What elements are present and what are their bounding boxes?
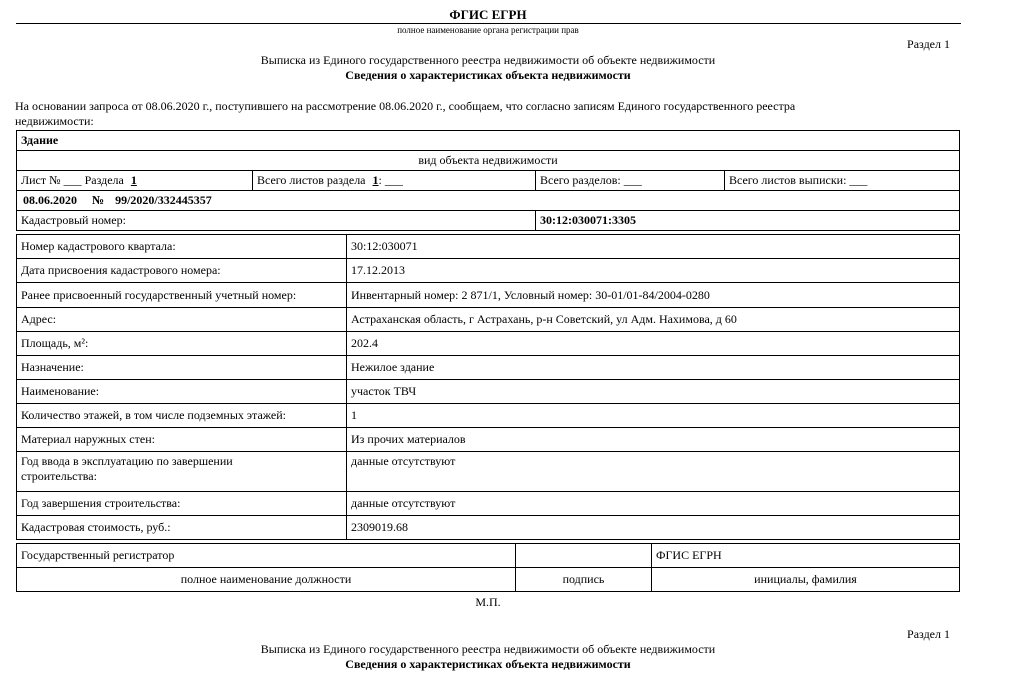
property-value: данные отсутствуют [347,492,960,516]
property-label: Год завершения строительства: [17,492,347,516]
property-value: участок ТВЧ [347,380,960,404]
sheet-number-cell [17,171,253,191]
property-label: Площадь, м²: [17,332,347,356]
total-sheets-section-value: 1 [372,173,379,187]
sheet-section-value: 1 [130,173,137,187]
object-type-caption: вид объекта недвижимости [17,151,960,171]
extract-date: 08.06.2020 [23,193,77,207]
property-value: 30:12:030071 [347,235,960,259]
doc-title: Выписка из Единого государственного реестра недвижимости об объекте недвижимости [260,53,716,67]
properties-table [16,234,960,540]
property-label: Ранее присвоенный государственный учетный номер: [17,283,347,308]
property-row [17,428,960,452]
property-label: Год ввода в эксплуатацию по завершении строительства: [17,452,347,492]
property-label: Назначение: [17,356,347,380]
total-sections: Всего разделов: ___ [536,171,725,191]
total-sheets-section-tail: : ___ [378,173,403,187]
next-section-label: Раздел 1 [907,627,950,641]
intro-line-2: недвижимости: [15,114,94,128]
property-row [17,452,960,492]
stamp-place: М.П. [475,595,501,609]
signature-table [16,543,960,592]
property-row [17,356,960,380]
property-value: Нежилое здание [347,356,960,380]
property-value: 17.12.2013 [347,259,960,283]
cadastral-number-label: Кадастровый номер: [17,211,536,231]
registrar-name: ФГИС ЕГРН [652,544,960,568]
next-doc-subtitle: Сведения о характеристиках объекта недвижимости [345,657,631,671]
property-row [17,380,960,404]
total-sheets-section-label: Всего листов раздела [257,173,366,187]
property-value: данные отсутствуют [347,452,960,492]
extract-number: 99/2020/332445357 [115,193,212,207]
property-row [17,283,960,308]
property-label: Дата присвоения кадастрового номера: [17,259,347,283]
org-name-underline [16,23,961,24]
property-value: Астраханская область, г Астрахань, р-н Советский, ул Адм. Нахимова, д 60 [347,308,960,332]
section-label: Раздел 1 [907,37,950,51]
property-label: Материал наружных стен: [17,428,347,452]
org-name: ФГИС ЕГРН [449,7,527,22]
sheet-number-label: Лист № ___ Раздела [21,173,124,187]
extract-number-label: № [92,193,105,207]
position-caption: полное наименование должности [17,568,516,592]
property-value: 1 [347,404,960,428]
property-value: Из прочих материалов [347,428,960,452]
extract-date-number [17,191,960,211]
property-value: Инвентарный номер: 2 871/1, Условный номер: 30-01/01-84/2004-0280 [347,283,960,308]
property-row [17,235,960,259]
org-caption: полное наименование органа регистрации прав [397,25,579,35]
doc-subtitle: Сведения о характеристиках объекта недвижимости [345,68,631,82]
property-row [17,259,960,283]
object-header-table [16,130,960,231]
registrar-signature [516,544,652,568]
property-row [17,308,960,332]
property-row [17,332,960,356]
total-sheets-extract: Всего листов выписки: ___ [725,171,960,191]
next-doc-title: Выписка из Единого государственного реестра недвижимости об объекте недвижимости [260,642,716,656]
property-label: Количество этажей, в том числе подземных этажей: [17,404,347,428]
cadastral-number-value: 30:12:030071:3305 [536,211,960,231]
object-type: Здание [17,131,960,151]
property-row [17,404,960,428]
property-label: Наименование: [17,380,347,404]
property-value: 202.4 [347,332,960,356]
property-label: Кадастровая стоимость, руб.: [17,516,347,540]
signature-caption: подпись [516,568,652,592]
intro-line-1: На основании запроса от 08.06.2020 г., поступившего на рассмотрение 08.06.2020 г., сообщаем, что согласно записям Единого государственного реестра [15,99,796,113]
property-row [17,492,960,516]
property-value: 2309019.68 [347,516,960,540]
property-label: Адрес: [17,308,347,332]
total-sheets-section-cell [253,171,536,191]
property-row [17,516,960,540]
registrar-position: Государственный регистратор [17,544,516,568]
name-caption: инициалы, фамилия [652,568,960,592]
property-label: Номер кадастрового квартала: [17,235,347,259]
